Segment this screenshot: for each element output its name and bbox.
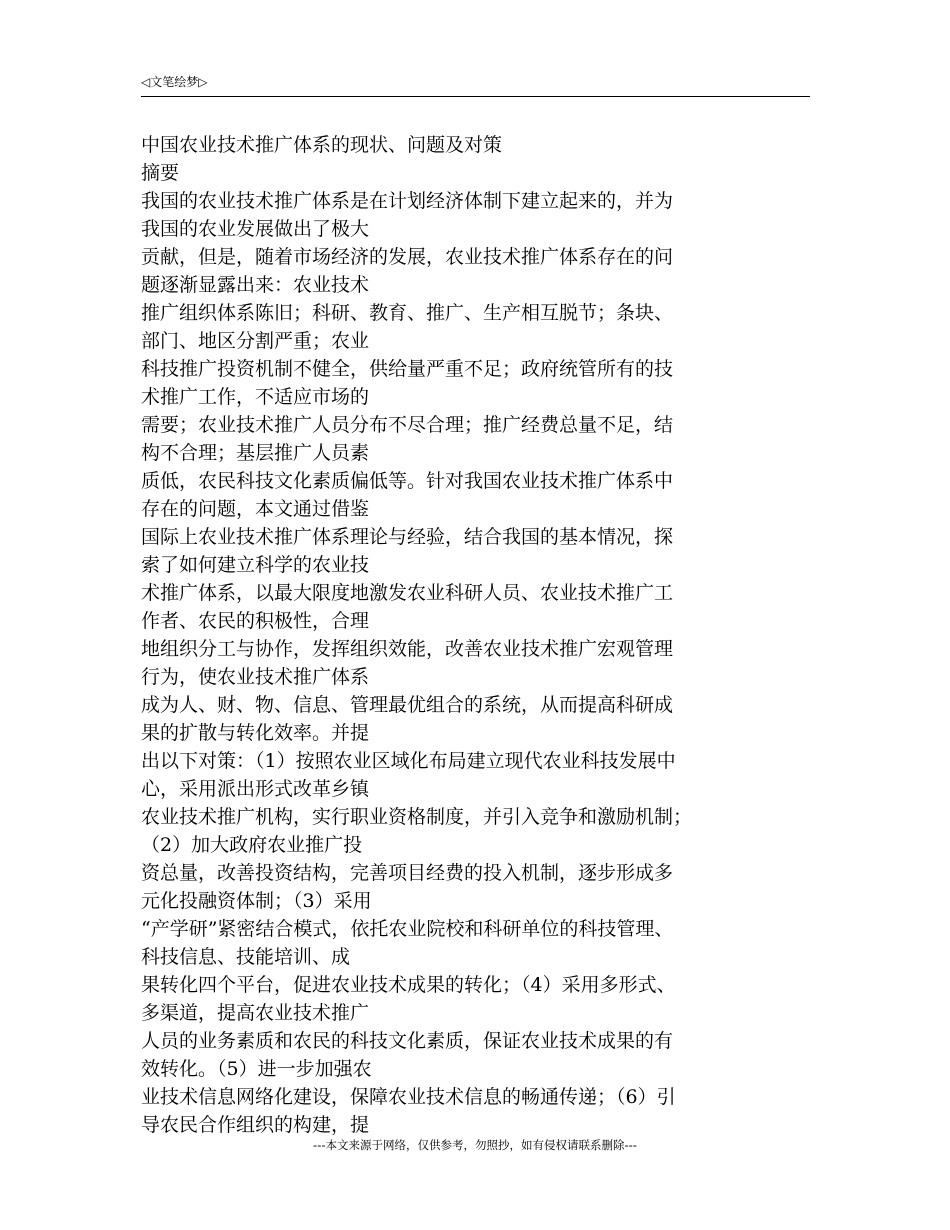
- text-line: 题逐渐显露出来：农业技术: [141, 274, 370, 296]
- abstract-heading: 摘要: [141, 162, 180, 184]
- text-line: 元化投融资体制；（3）采用: [141, 890, 372, 912]
- text-line: 质低，农民科技文化素质偏低等。针对我国农业技术推广体系中: [141, 470, 674, 492]
- text-line: 科技推广投资机制不健全，供给量严重不足；政府统管所有的技: [141, 358, 674, 380]
- source-disclaimer: ---本文来源于网络，仅供参考，勿照抄，如有侵权请联系删除---: [313, 1138, 637, 1152]
- text-line: 科技信息、技能培训、成: [141, 946, 351, 968]
- text-line: 成为人、财、物、信息、管理最优组合的系统，从而提高科研成: [141, 694, 674, 716]
- text-line: 贡献，但是，随着市场经济的发展，农业技术推广体系存在的问: [141, 246, 674, 268]
- text-line: 人员的业务素质和农民的科技文化素质，保证农业技术成果的有: [141, 1030, 674, 1052]
- text-line: （2）加大政府农业推广投: [141, 834, 363, 856]
- text-line: 心，采用派出形式改革乡镇: [141, 778, 370, 800]
- text-line: 需要；农业技术推广人员分布不尽合理；推广经费总量不足，结: [141, 414, 674, 436]
- text-line: 果转化四个平台，促进农业技术成果的转化；（4）采用多形式、: [141, 974, 676, 996]
- text-line: “产学研”紧密结合模式，依托农业院校和科研单位的科技管理、: [141, 918, 674, 940]
- text-line: 国际上农业技术推广体系理论与经验，结合我国的基本情况，探: [141, 526, 674, 548]
- text-line: 构不合理；基层推广人员素: [141, 442, 370, 464]
- document-body: [141, 131, 810, 1139]
- text-line: 作者、农民的积极性，合理: [141, 610, 370, 632]
- text-line: 我国的农业技术推广体系是在计划经济体制下建立起来的，并为: [141, 190, 674, 212]
- text-line: 推广组织体系陈旧；科研、教育、推广、生产相互脱节；条块、: [141, 302, 674, 324]
- text-line: 出以下对策：（1）按照农业区域化布局建立现代农业科技发展中: [141, 750, 676, 772]
- text-line: 我国的农业发展做出了极大: [141, 218, 370, 240]
- text-line: 存在的问题，本文通过借鉴: [141, 498, 370, 520]
- text-line: 多渠道，提高农业技术推广: [141, 1002, 370, 1024]
- text-line: 索了如何建立科学的农业技: [141, 554, 370, 576]
- text-line: 导农民合作组织的构建，提: [141, 1114, 370, 1136]
- brand-logo-text: ◁文笔绘梦▷: [141, 75, 208, 89]
- text-line: 农业技术推广机构，实行职业资格制度，并引入竞争和激励机制；: [141, 806, 693, 828]
- text-line: 资总量，改善投资结构，完善项目经费的投入机制，逐步形成多: [141, 862, 674, 884]
- text-line: 业技术信息网络化建设，保障农业技术信息的畅通传递；（6）引: [141, 1086, 676, 1108]
- text-line: 地组织分工与协作，发挥组织效能，改善农业技术推广宏观管理: [141, 638, 674, 660]
- text-line: 术推广工作，不适应市场的: [141, 386, 370, 408]
- text-line: 行为，使农业技术推广体系: [141, 666, 370, 688]
- document-title: 中国农业技术推广体系的现状、问题及对策: [141, 134, 503, 156]
- text-line: 效转化。（5）进一步加强农: [141, 1058, 372, 1080]
- text-line: 部门、地区分割严重；农业: [141, 330, 370, 352]
- text-line: 术推广体系，以最大限度地激发农业科研人员、农业技术推广工: [141, 582, 674, 604]
- text-line: 果的扩散与转化效率。并提: [141, 722, 370, 744]
- page-footer: [0, 1137, 950, 1153]
- page-header: [141, 72, 810, 97]
